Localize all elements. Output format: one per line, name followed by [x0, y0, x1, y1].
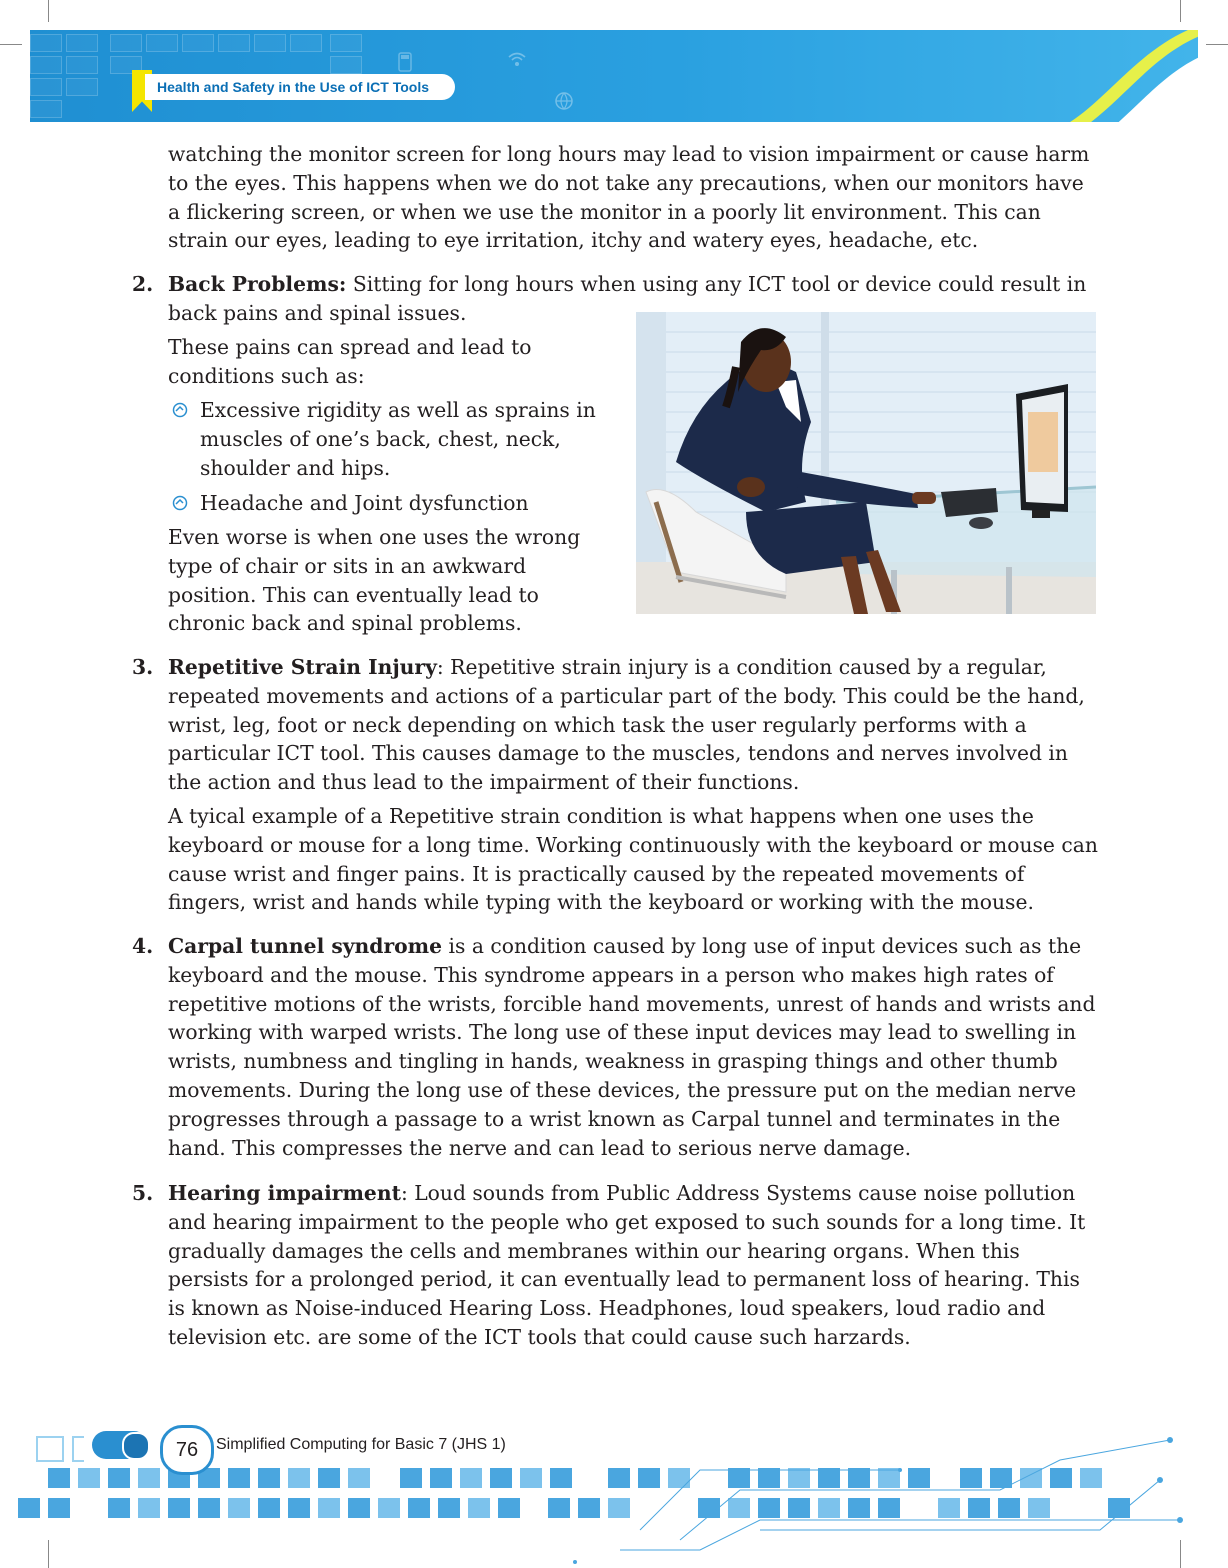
- photo-woman-back-pain: [636, 312, 1096, 614]
- bullet-text: Headache and Joint dysfunction: [200, 491, 529, 515]
- book-title: Simplified Computing for Basic 7 (JHS 1): [216, 1436, 506, 1453]
- item-text: is a condition caused by long use of input devices such as the keyboard and the mouse. This syndrome appears in a person who makes high rates of repetitive motions of the wrists, forcible hand movements, unrest of hands and wrists and working with warped wrists. The long use of these input devices may lead to swelling in wrists, numbness and tingling in hands, weakness in grasping things and other thumb movements. During the long use of these devices, the pressure put on the median nerve progresses through a passage to a wrist known as Carpal tunnel and terminates in the hand. This compresses the nerve and can lead to serious nerve damage.: [168, 934, 1096, 1160]
- footer-square-decoration: [36, 1436, 64, 1462]
- item-carpal-tunnel: [168, 932, 1098, 1162]
- item-hearing-impairment: [168, 1179, 1098, 1352]
- crop-mark: [1180, 0, 1181, 22]
- item-closing: Even worse is when one uses the wrong type of chair or sits in an awkward position. This can eventually lead to chronic back and spinal problems.: [168, 525, 581, 636]
- crop-mark: [0, 44, 22, 45]
- bullet-icon: [172, 495, 188, 511]
- item-text: : Repetitive strain injury is a condition caused by a regular, repeated movements and actions of a particular part of the body. This could be the hand, wrist, leg, foot or neck depending on which task the user regularly performs with a particular ICT tool. This causes damage to the muscles, tendons and nerves involved in the action and thus lead to the impairment of their functions.: [168, 655, 1085, 795]
- item-lead: These pains can spread and lead to conditions such as:: [168, 335, 532, 388]
- item-title: Repetitive Strain Injury: [168, 655, 437, 679]
- wifi-icon: [508, 50, 526, 68]
- section-title: Health and Safety in the Use of ICT Tools: [145, 74, 455, 100]
- lime-swoosh-decoration: [1028, 30, 1198, 122]
- bullet-text: Excessive rigidity as well as sprains in muscles of one’s back, chest, neck, shoulder and hips.: [200, 398, 596, 480]
- item-example: A tyical example of a Repetitive strain condition is what happens when one uses the keyboard or mouse for a long time. Working continuously with the keyboard or mouse can cause wrist and finger pains. It is practically caused by the repeated movements of fingers, wrist and hands while typing with the keyboard or working with the mouse.: [168, 804, 1098, 915]
- item-number: 2.: [132, 272, 154, 296]
- crop-mark: [48, 0, 49, 22]
- item-number: 5.: [132, 1181, 154, 1205]
- item-title: Carpal tunnel syndrome: [168, 934, 443, 958]
- intro-paragraph: watching the monitor screen for long hours may lead to vision impairment or cause harm to the eyes. This happens when we do not take any precautions, when our monitors have a flickering screen, or when we use the monitor in a poorly lit environment. This can strain our eyes, leading to eye irritation, itchy and watery eyes, headache, etc.: [168, 142, 1090, 253]
- item-text: back pains and spinal issues.: [168, 301, 467, 325]
- item-text: Sitting for long hours when using any ICT tool or device could result in: [346, 272, 1087, 296]
- item-title: Back Problems:: [168, 272, 347, 296]
- globe-icon: [555, 92, 573, 110]
- item-title: Hearing impairment: [168, 1181, 401, 1205]
- bullet-icon: [172, 402, 188, 418]
- item-text: : Loud sounds from Public Address Systems cause noise pollution and hearing impairment to the people who get exposed to such sounds for a long time. It gradually damages the cells and membranes within our hearing organs. When this persists for a prolonged period, it can eventually lead to permanent loss of hearing. This is known as Noise-induced Hearing Loss. Headphones, loud speakers, loud radio and television etc. are some of the ICT tools that could cause such harzards.: [168, 1181, 1086, 1349]
- page-number: 76: [160, 1425, 214, 1475]
- footer-toggle-knob: [122, 1432, 150, 1460]
- footer-square-decoration: [72, 1436, 84, 1462]
- calculator-icon: [398, 52, 412, 72]
- crop-mark: [1206, 44, 1228, 45]
- item-number: 3.: [132, 655, 154, 679]
- item-back-problems: [168, 270, 1098, 299]
- item-repetitive-strain: [168, 653, 1098, 797]
- item-number: 4.: [132, 934, 154, 958]
